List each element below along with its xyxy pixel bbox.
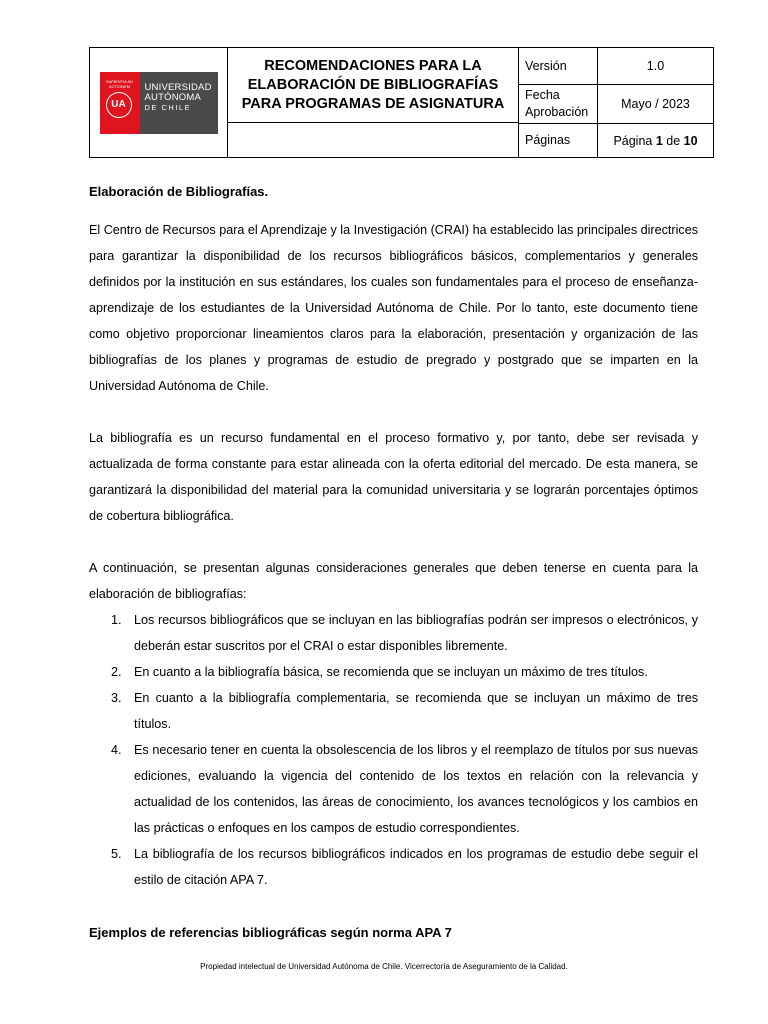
list-item — [89, 841, 698, 893]
version-row — [519, 48, 713, 85]
list-number: 2. — [111, 665, 122, 679]
list-number: 1. — [111, 613, 122, 627]
pages-value — [598, 124, 713, 157]
list-text: Es necesario tener en cuenta la obsolescencia de los libros y el reemplazo de títulos por sus nuevas ediciones, evaluando la vigencia del contenido de los textos en relación con la relevancia y actualidad de los contenidos, las áreas de conocimiento, los avances tecnológicos y los cambios en las prácticas o enfoques en los campos de estudio correspondientes. — [134, 743, 698, 835]
list-item — [89, 737, 698, 841]
paragraph-bibliography: La bibliografía es un recurso fundamental en el proceso formativo y, por tanto, debe ser revisada y actualizada de forma constante para estar alineada con la oferta editorial del mercado. De esta manera, se garantizará la disponibilidad del material para la comunidad universitaria y se lograrán porcentajes óptimos de cobertura bibliográfica. — [89, 431, 698, 523]
date-label: Fecha Aprobación — [519, 85, 598, 123]
section-heading: Elaboración de Bibliografías. — [89, 184, 269, 199]
pages-label: Páginas — [519, 124, 598, 157]
date-value: Mayo / 2023 — [621, 97, 690, 111]
list-text: La bibliografía de los recursos bibliográficos indicados en los programas de estudio debe seguir el estilo de citación APA 7. — [134, 847, 698, 887]
title-empty-cell — [228, 123, 518, 157]
list-text: En cuanto a la bibliografía complementaria, se recomienda que se incluyan un máximo de tres títulos. — [134, 691, 698, 731]
list-item — [89, 685, 698, 737]
logo-line-2: AUTÓNOMA — [144, 91, 201, 103]
logo-cell — [90, 48, 228, 157]
list-number: 3. — [111, 691, 122, 705]
page-footer: Propiedad intelectual de Universidad Autónoma de Chile. Vicerrectoría de Aseguramiento de la Calidad. — [200, 962, 568, 971]
page-total: 10 — [683, 133, 698, 148]
logo-emblem — [100, 72, 140, 134]
logo-line-1: UNIVERSIDAD — [144, 81, 212, 93]
version-label: Versión — [519, 48, 598, 84]
paragraph-crai: El Centro de Recursos para el Aprendizaje y la Investigación (CRAI) ha establecido las principales directrices para garantizar la disponibilidad de los recursos bibliográficos básicos, complementarios y generales definidos por la institución en sus estándares, los cuales son fundamentales para el proceso de enseñanza-aprendizaje de los estudiantes de la Universidad Autónoma de Chile. Por lo tanto, este documento tiene como objetivo proporcionar lineamientos claros para la elaboración, presentación y organización de las bibliografías de los planes y programas de estudio de pregrado y postgrado que se imparten en la Universidad Autónoma de Chile. — [89, 223, 698, 393]
logo-monogram: UA — [106, 92, 132, 118]
document-title: RECOMENDACIONES PARA LA ELABORACIÓN DE BIBLIOGRAFÍAS PARA PROGRAMAS DE ASIGNATURA — [228, 48, 518, 123]
list-number: 4. — [111, 743, 122, 757]
list-text: Los recursos bibliográficos que se incluyan en las bibliografías podrán ser impresos o electrónicos, y deberán estar suscritos por el CRAI o estar disponibles libremente. — [134, 613, 698, 653]
metadata-cells — [519, 48, 713, 157]
date-row — [519, 85, 713, 124]
pages-prefix: Página — [613, 133, 656, 148]
considerations-list — [89, 607, 698, 893]
list-number: 5. — [111, 847, 122, 861]
logo-line-3: DE CHILE — [144, 102, 192, 112]
list-item — [89, 659, 698, 685]
pages-row — [519, 124, 713, 157]
logo-motto: SAPIENTIA AD ACTIONEM — [105, 78, 134, 89]
pages-mid: de — [662, 133, 684, 148]
section-heading-examples: Ejemplos de referencias bibliográficas según norma APA 7 — [89, 925, 452, 940]
version-value: 1.0 — [646, 59, 665, 73]
list-text: En cuanto a la bibliografía básica, se recomienda que se incluyan un máximo de tres títulos. — [134, 665, 648, 679]
university-logo — [100, 72, 218, 134]
list-item — [89, 607, 698, 659]
document-header-table — [89, 47, 714, 158]
title-cell — [228, 48, 519, 157]
logo-wordmark — [140, 72, 218, 134]
paragraph-considerations: A continuación, se presentan algunas consideraciones generales que deben tenerse en cuenta para la elaboración de bibliografías: — [89, 561, 698, 601]
page-current: 1 — [655, 133, 663, 148]
